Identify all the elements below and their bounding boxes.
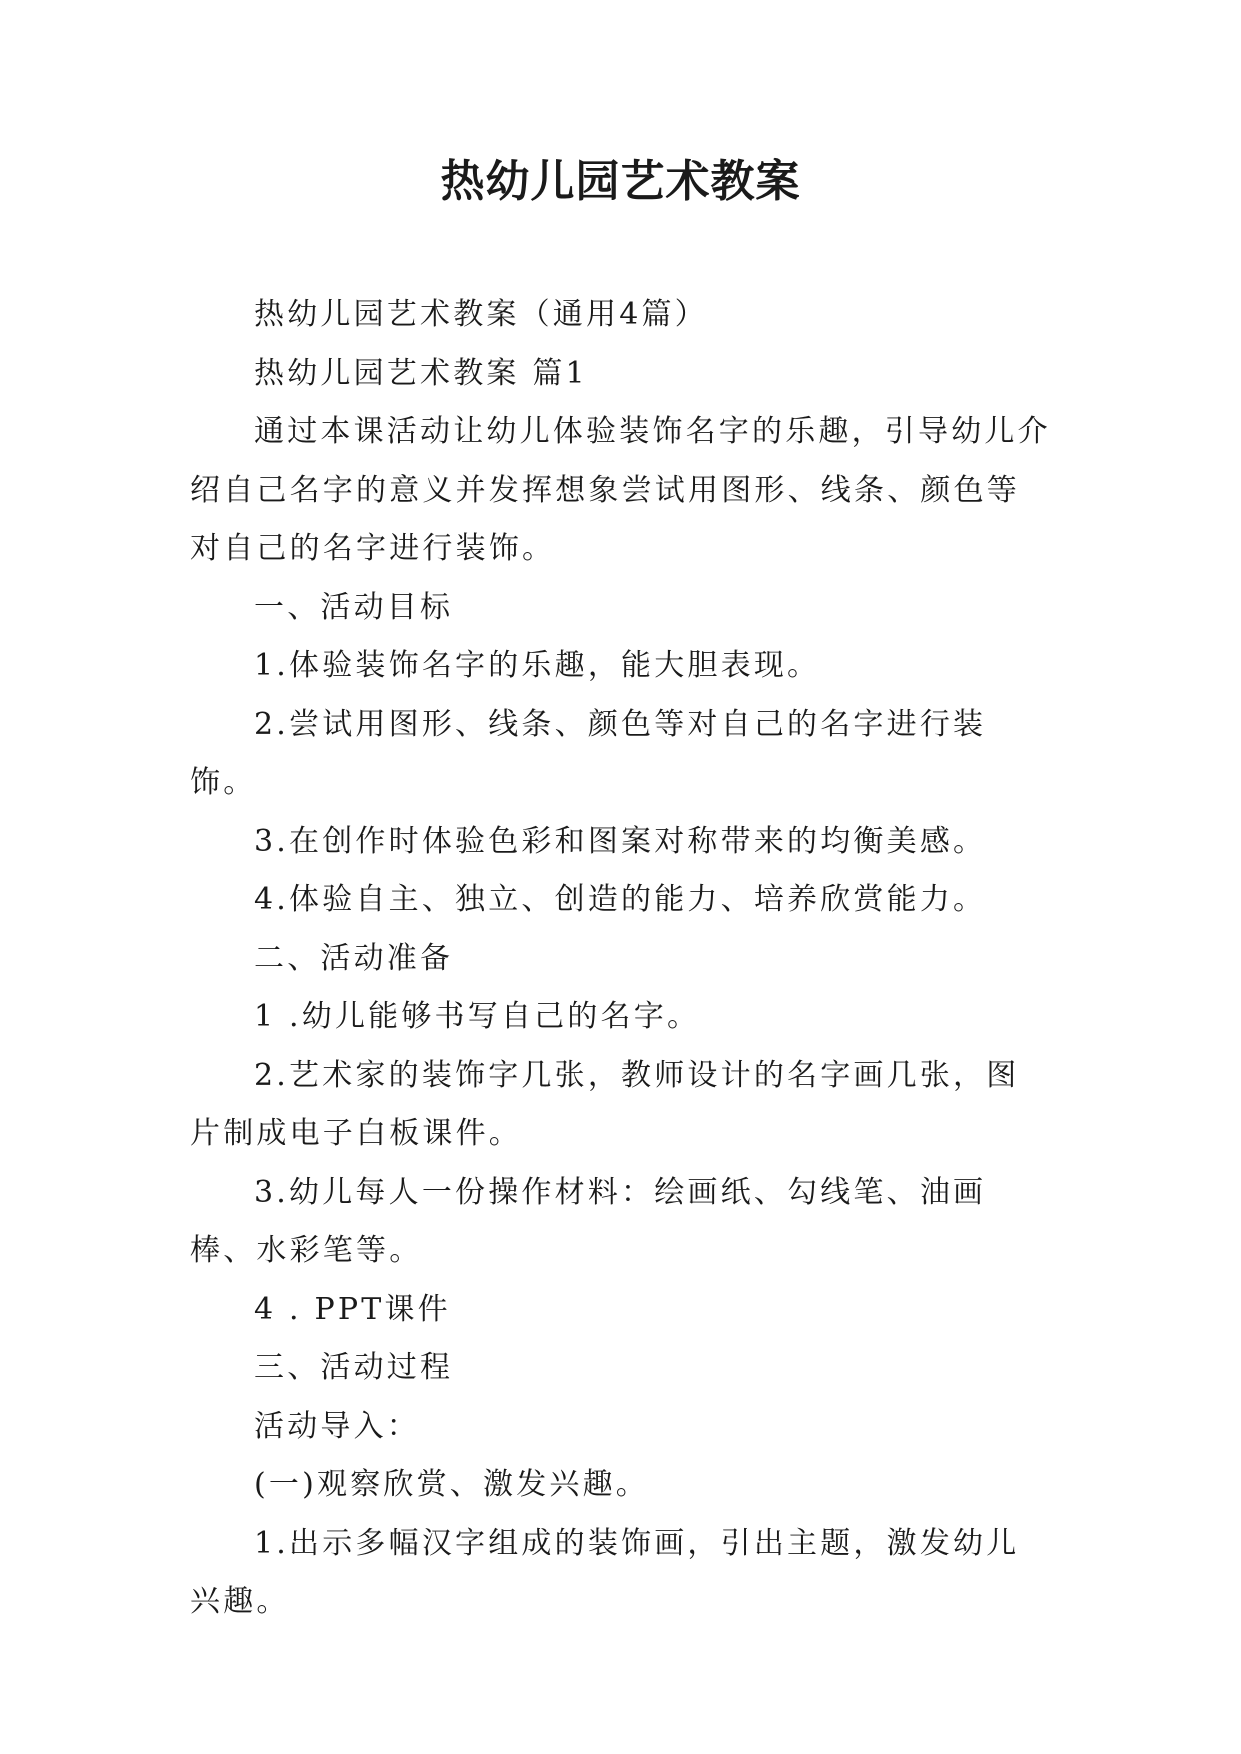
heading-activity-process: 三、活动过程 bbox=[254, 1350, 454, 1385]
paragraph-section-heading: 热幼儿园艺术教案 篇1 bbox=[254, 355, 588, 391]
page-title: 热幼儿园艺术教案 bbox=[440, 156, 801, 207]
list-item-prep-4: 4 . PPT课件 bbox=[254, 1291, 451, 1327]
list-item-prep-1: 1 .幼儿能够书写自己的名字。 bbox=[254, 999, 701, 1034]
heading-observe: (一)观察欣赏、激发兴趣。 bbox=[254, 1467, 650, 1502]
list-item-goal-1: 1.体验装饰名字的乐趣，能大胆表现。 bbox=[254, 648, 821, 683]
list-item-goal-2: 2.尝试用图形、线条、颜色等对自己的名字进行装饰。 bbox=[190, 706, 987, 800]
list-item-goal-3: 3.在创作时体验色彩和图案对称带来的均衡美感。 bbox=[254, 823, 987, 859]
heading-activity-goals: 一、活动目标 bbox=[254, 589, 454, 625]
heading-activity-preparation: 二、活动准备 bbox=[254, 940, 454, 976]
list-item-prep-3: 3.幼儿每人一份操作材料：绘画纸、勾线笔、油画棒、水彩笔等。 bbox=[190, 1174, 987, 1268]
paragraph-activity-intro: 活动导入： bbox=[254, 1408, 420, 1444]
document-body bbox=[190, 286, 1052, 1632]
paragraph-subtitle: 热幼儿园艺术教案（通用4篇） bbox=[254, 297, 708, 332]
list-item-prep-2: 2.艺术家的装饰字几张，教师设计的名字画几张，图片制成电子白板课件。 bbox=[190, 1057, 1020, 1151]
list-item-process-1: 1.出示多幅汉字组成的装饰画，引出主题，激发幼儿兴趣。 bbox=[190, 1525, 1020, 1619]
paragraph-intro: 通过本课活动让幼儿体验装饰名字的乐趣，引导幼儿介绍自己名字的意义并发挥想象尝试用图形、线条、颜色等对自己的名字进行装饰。 bbox=[190, 414, 1051, 566]
list-item-goal-4: 4.体验自主、独立、创造的能力、培养欣赏能力。 bbox=[254, 882, 987, 917]
